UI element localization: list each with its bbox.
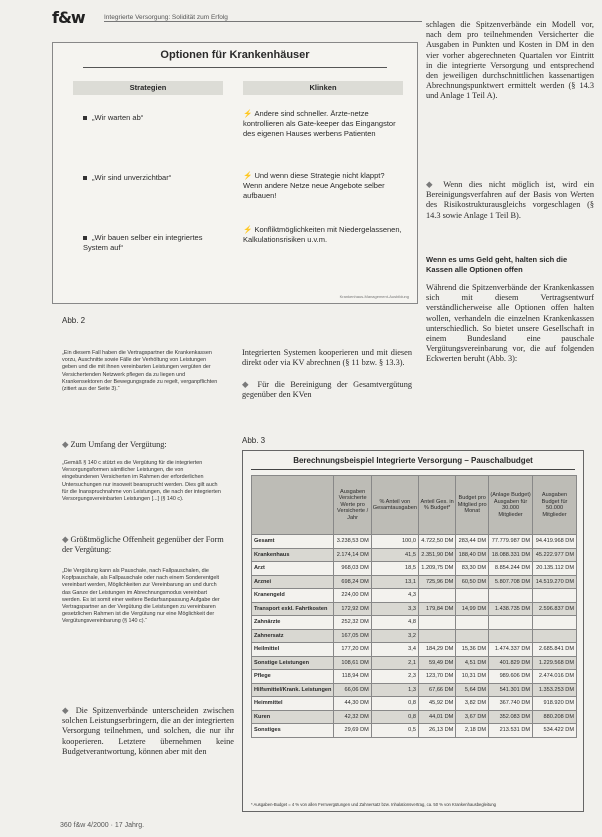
table-cell: 0,8 — [371, 710, 418, 724]
table-cell: Arzt — [252, 562, 334, 576]
table-row — [252, 643, 577, 657]
bullet-diamond-icon: ◆ — [62, 535, 71, 544]
klinken-item: ⚡ Und wenn diese Strategie nicht klappt? Wenn andere Netze neue Angebote selber aufbauen! — [243, 171, 385, 200]
table-cell: 10,31 DM — [456, 670, 489, 684]
bullet-square-icon — [83, 116, 87, 120]
lightning-icon: ⚡ — [243, 171, 255, 180]
table-cell: 1,3 — [371, 683, 418, 697]
table-cell: 20.135.112 DM — [533, 562, 577, 576]
table-cell: 44,01 DM — [418, 710, 455, 724]
column-header: % Anteil von Gesamtausgaben — [371, 476, 418, 535]
table-cell: Sonstiges — [252, 724, 334, 738]
table-cell: 224,00 DM — [334, 589, 371, 603]
table-cell: 918.920 DM — [533, 697, 577, 711]
table-cell: 167,05 DM — [334, 629, 371, 643]
table-row — [252, 629, 577, 643]
column-header: (Anlage Budget) Ausgaben für 30.000 Mitglieder — [489, 476, 533, 535]
table-cell: 123,70 DM — [418, 670, 455, 684]
table-row — [252, 656, 577, 670]
table-cell: 4,51 DM — [456, 656, 489, 670]
table-cell: 968,03 DM — [334, 562, 371, 576]
table-cell: 283,44 DM — [456, 535, 489, 549]
table-cell: 1.474.337 DM — [489, 643, 533, 657]
table-cell — [489, 629, 533, 643]
table-cell: 14.519.270 DM — [533, 575, 577, 589]
table-row — [252, 602, 577, 616]
table-cell: Zahnersatz — [252, 629, 334, 643]
strategy-item: „Wir bauen selber ein integriertes System auf“ — [83, 233, 203, 252]
table-cell — [533, 629, 577, 643]
table-cell: 3,3 — [371, 602, 418, 616]
table-cell — [456, 589, 489, 603]
table-cell — [418, 629, 455, 643]
table-cell: 2.351,90 DM — [418, 548, 455, 562]
table-cell — [418, 616, 455, 630]
page-header — [52, 8, 422, 30]
figure-3-rule — [251, 469, 575, 470]
table-cell: 725,96 DM — [418, 575, 455, 589]
table-cell: 29,69 DM — [334, 724, 371, 738]
table-cell: 2.685.841 DM — [533, 643, 577, 657]
figure-3-budget-table — [242, 450, 584, 812]
table-cell — [418, 589, 455, 603]
table-cell — [489, 616, 533, 630]
table-cell: 352.083 DM — [489, 710, 533, 724]
strategy-item: „Wir warten ab“ — [83, 113, 223, 123]
table-cell: 3.238,53 DM — [334, 535, 371, 549]
figure-2-title: Optionen für Krankenhäuser — [160, 49, 310, 61]
table-cell: 41,5 — [371, 548, 418, 562]
table-cell: 1.438.735 DM — [489, 602, 533, 616]
table-cell: 177,20 DM — [334, 643, 371, 657]
table-cell: 94.419.968 DM — [533, 535, 577, 549]
column-header: Anteil Ges. in % Budget* — [418, 476, 455, 535]
table-cell: 2.596.837 DM — [533, 602, 577, 616]
table-cell: 2,18 DM — [456, 724, 489, 738]
page-footer: 360 f&w 4/2000 · 17 Jahrg. — [60, 822, 145, 829]
table-cell: 45.222.977 DM — [533, 548, 577, 562]
table-row — [252, 710, 577, 724]
table-cell: 1.209,75 DM — [418, 562, 455, 576]
table-row — [252, 562, 577, 576]
table-cell: 2.174,14 DM — [334, 548, 371, 562]
table-cell: 367.740 DM — [489, 697, 533, 711]
bullet-diamond-icon: ◆ — [62, 706, 76, 715]
table-cell: 534.422 DM — [533, 724, 577, 738]
quote-block: „Ein diesem Fall haben die Vertragspartner die Krankenkassen vorzu, Auschnitte sowie Fälle der Verhöltung von Leistungen geben und die mit ihnen vereinbarten Leistungen vergüten der Versichertenden Netzwerk pflegen da zu liegen und Krankensektoren der Bewegungsgrade zu regelt, verganpflichten (zitiert aus der Seite 3).“ — [62, 350, 218, 393]
figure-3-title: Berechnungsbeispiel Integrierte Versorgung – Pauschalbudget — [293, 456, 533, 465]
bullet-diamond-icon: ◆ — [242, 380, 258, 389]
body-paragraph: ◆ Für die Bereinigung der Gesamtvergütung gegenüber den KVen — [242, 380, 412, 400]
budget-table — [251, 475, 577, 738]
figure-3-footnote: * Ausgaben-Budget = 4 % von allen Fernvergütungen und Zahnersatz bzw. Inhalationsvertrag, ca. 50 % von Krankenhausbegleitung — [251, 802, 497, 807]
table-cell: 60,50 DM — [456, 575, 489, 589]
column-header: Ausgaben Versicherte Werte pro Versicherte / Jahr — [334, 476, 371, 535]
table-cell: Arznei — [252, 575, 334, 589]
table-row — [252, 683, 577, 697]
table-cell: 880.208 DM — [533, 710, 577, 724]
bullet-square-icon — [83, 236, 87, 240]
table-cell: Zahnärzte — [252, 616, 334, 630]
section-heading: Wenn es ums Geld geht, halten sich die Kassen alle Optionen offen — [426, 255, 568, 274]
table-cell: 3,67 DM — [456, 710, 489, 724]
table-cell: Heimmittel — [252, 697, 334, 711]
klinken-item: ⚡ Andere sind schneller. Ärzte-netze kontrollieren als Gate-keeper das Eingangstor des eigenen Hauses werbens Patienten — [243, 109, 396, 138]
table-cell: Pflege — [252, 670, 334, 684]
table-cell: 3,4 — [371, 643, 418, 657]
table-cell: Kuren — [252, 710, 334, 724]
table-cell: 698,24 DM — [334, 575, 371, 589]
table-cell: Krankenhaus — [252, 548, 334, 562]
table-row — [252, 697, 577, 711]
table-header-row — [252, 476, 577, 535]
table-cell: 401.829 DM — [489, 656, 533, 670]
body-paragraph: Während die Spitzenverbände der Krankenkassen sich mit diesem Vertragsentwurf verständlicherweise alle Optionen offen halten wollen, verhandeln die einzelnen Krankenkassen unterschiedlich. So bietet unsere Gesellschaft in einem Bundesland eine pauschale Vergütungsvereinbarung vor, die auf folgenden Eckwerten beruht (Abb. 3): — [426, 283, 594, 364]
table-cell: 989.606 DM — [489, 670, 533, 684]
table-cell: 83,30 DM — [456, 562, 489, 576]
table-cell: 188,40 DM — [456, 548, 489, 562]
table-row — [252, 670, 577, 684]
table-row — [252, 724, 577, 738]
figure-2-options — [52, 42, 418, 304]
table-cell: 2,3 — [371, 670, 418, 684]
subheading: ◆ Größtmögliche Offenheit gegenüber der Form der Vergütung: — [62, 535, 224, 555]
table-cell: 2,1 — [371, 656, 418, 670]
bullet-square-icon — [83, 176, 87, 180]
table-cell: 15,36 DM — [456, 643, 489, 657]
table-cell: 1.353.253 DM — [533, 683, 577, 697]
klinken-item: ⚡ Konfliktmöglichkeiten mit Niedergelassenen, Kalkulationsrisiken u.v.m. — [243, 225, 402, 244]
table-cell: 14,99 DM — [456, 602, 489, 616]
table-cell: 59,49 DM — [418, 656, 455, 670]
table-cell: 179,84 DM — [418, 602, 455, 616]
figure-2-caption: Abb. 2 — [62, 316, 86, 325]
quote-block: „Die Vergütung kann als Pauschale, nach Fallpauschalen, die Kopfpauschale, als Fallpauschale oder nach einem Sonderentgelt vereinbart werden, Möglichkeiten zur Vereinbarung an und durch das Ganze der Leistungen im Abrechnungsmodus vereinbart werden. Es ist somit einer weitere Bedarfsanpassung Aufgabe der Vertragspartner an der Vergütung die Leistungen zu vereinbaren gesetzlichen Rahmen ist die Vergütung nur eine Möglichkeit der Vergütungsvereinbarung (§ 140 c).“ — [62, 568, 220, 625]
table-row — [252, 589, 577, 603]
table-cell: 45,92 DM — [418, 697, 455, 711]
table-cell: 13,1 — [371, 575, 418, 589]
quote-block: „Gemäß § 140 c stützt es die Vergütung für die integrierten Versorgungsformen sämtlicher Leistungen, die von eingebundenen Versicherten im Rahmen der erforderlichen Untersuchungen nur insoweit beansprucht werden. Dies gilt auch für die Inanspruchnahme von Leistungen, die nach der integrierten Versorgungsvereinbarten Leistungen [...] (§ 140 c). — [62, 460, 221, 503]
figure-2-source: Krankenhaus-Management-Ausbildung — [339, 294, 409, 299]
table-cell: 66,06 DM — [334, 683, 371, 697]
table-cell: 4,8 — [371, 616, 418, 630]
table-cell: 4.722,50 DM — [418, 535, 455, 549]
table-cell — [456, 616, 489, 630]
lightning-icon: ⚡ — [243, 225, 255, 234]
table-cell: 5,64 DM — [456, 683, 489, 697]
table-cell: 0,8 — [371, 697, 418, 711]
column-header — [252, 476, 334, 535]
table-cell: 118,94 DM — [334, 670, 371, 684]
table-cell: Transport exkl. Fahrtkosten — [252, 602, 334, 616]
table-row — [252, 535, 577, 549]
table-cell: 26,13 DM — [418, 724, 455, 738]
subheading: ◆ Zum Umfang der Vergütung: — [62, 440, 167, 449]
table-cell: 541.301 DM — [489, 683, 533, 697]
table-cell: 3,82 DM — [456, 697, 489, 711]
table-cell — [533, 616, 577, 630]
table-cell: Heilmittel — [252, 643, 334, 657]
running-title: Integrierte Versorgung: Solidität zum Erfolg — [104, 14, 228, 21]
table-cell — [533, 589, 577, 603]
journal-logo: f&w — [52, 8, 85, 27]
table-cell: 252,32 DM — [334, 616, 371, 630]
body-paragraph: ◆ Die Spitzenverbände unterscheiden zwischen solchen Leistungserbringern, die an der integrierten Versorgung teilnehmen, und solchen, die nur ihr kooperieren. Letztere übernehmen keine Budgetverantwortung, können aber mit den — [62, 706, 234, 756]
table-cell: 172,92 DM — [334, 602, 371, 616]
table-row — [252, 548, 577, 562]
header-rule — [104, 21, 422, 22]
table-cell: 18,5 — [371, 562, 418, 576]
table-cell: Kranengeld — [252, 589, 334, 603]
body-paragraph: ◆ Wenn dies nicht möglich ist, wird ein Bereinigungsverfahren auf der Basis von Werten des Risikostrukturausgleichs vorgeschlagen (§ 14.3 sowie Anlage 1 Teil B). — [426, 180, 594, 220]
figure-3-caption: Abb. 3 — [242, 436, 266, 445]
bullet-diamond-icon: ◆ — [62, 440, 71, 449]
lightning-icon: ⚡ — [243, 109, 255, 118]
table-cell: 8.854.244 DM — [489, 562, 533, 576]
table-cell: 4,3 — [371, 589, 418, 603]
table-cell: Gesamt — [252, 535, 334, 549]
strategy-item: „Wir sind unverzichtbar“ — [83, 173, 223, 183]
table-cell: 5.807.708 DM — [489, 575, 533, 589]
table-row — [252, 616, 577, 630]
table-cell — [456, 629, 489, 643]
table-cell: 44,30 DM — [334, 697, 371, 711]
table-cell: Hilfsmittel/Krank. Leistungen — [252, 683, 334, 697]
table-cell: 108,61 DM — [334, 656, 371, 670]
bullet-diamond-icon: ◆ — [426, 180, 444, 189]
table-cell: 2.474.016 DM — [533, 670, 577, 684]
strategies-header: Strategien — [73, 81, 223, 95]
klinken-header: Klinken — [243, 81, 403, 95]
column-header: Ausgaben Budget für 50.000 Mitglieder — [533, 476, 577, 535]
table-cell: 184,29 DM — [418, 643, 455, 657]
table-cell — [489, 589, 533, 603]
table-cell: Sonstige Leistungen — [252, 656, 334, 670]
table-cell: 100,0 — [371, 535, 418, 549]
table-cell: 0,5 — [371, 724, 418, 738]
table-row — [252, 575, 577, 589]
table-cell: 18.088.331 DM — [489, 548, 533, 562]
body-paragraph: schlagen die Spitzenverbände ein Modell vor, nach dem pro teilnehmenden Versicherter die Ausgaben in Punkten und Kosten in DM in den vier vorher abgerechneten Quartalen vor Eintritt in die integrierte Versorgung und entsprechend den jeweiligen durchschnittlichen kassenartigen Abrechnungspunktwert ermittelt werden (§ 14.3 und Anlage 1 Teil A). — [426, 20, 594, 101]
table-cell: 77.779.987 DM — [489, 535, 533, 549]
table-cell: 1.229.568 DM — [533, 656, 577, 670]
table-cell: 3,2 — [371, 629, 418, 643]
table-cell: 213.531 DM — [489, 724, 533, 738]
table-cell: 67,66 DM — [418, 683, 455, 697]
table-cell: 42,32 DM — [334, 710, 371, 724]
body-paragraph: Integrierten Systemen kooperieren und mit diesen direkt oder via KV abrechnen (§ 11 bzw. § 13.3). — [242, 348, 412, 368]
column-header: Budget pro Mitglied pro Monat — [456, 476, 489, 535]
figure-2-title-rule — [83, 67, 387, 68]
